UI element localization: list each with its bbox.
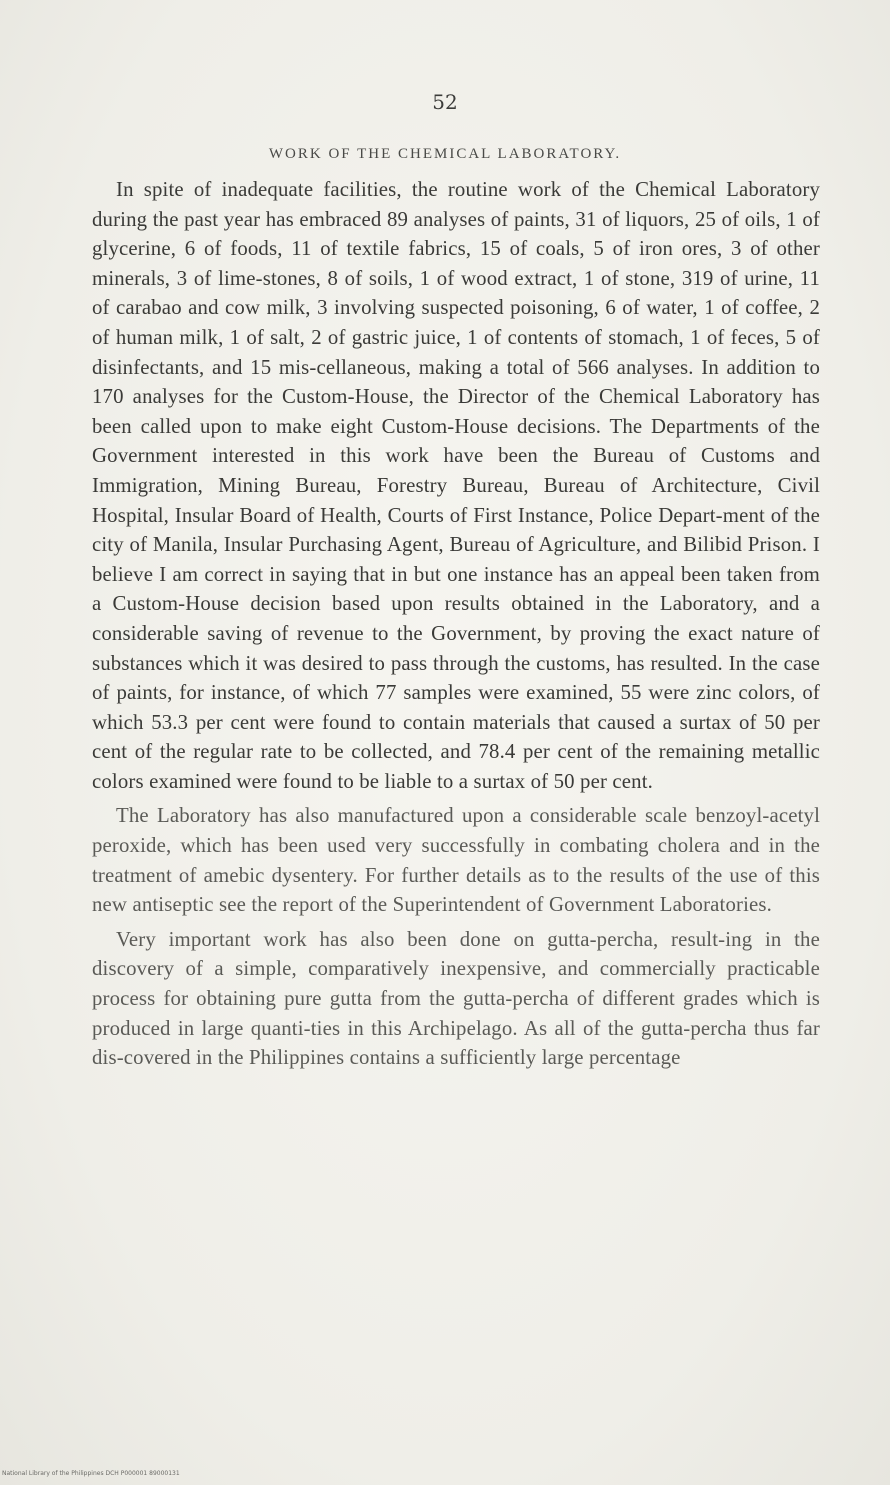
paragraph-1: In spite of inadequate facilities, the routine work of the Chemical Laboratory during the past year has embraced 89 analyses of paints, 31 of liquors, 25 of oils, 1 of glycerine, 6 of foods, 11 of textile fabrics, 15 of coals, 5 of iron ores, 3 of other minerals, 3 of lime-stones, 8 of soils, 1 of wood extract, 1 of stone, 319 of urine, 11 of carabao and cow milk, 3 involving suspected poisoning, 6 of water, 1 of coffee, 2 of human milk, 1 of salt, 2 of gastric juice, 1 of contents of stomach, 1 of feces, 5 of disinfectants, and 15 mis-cellaneous, making a total of 566 analyses. In addition to 170 analyses for the Custom-House, the Director of the Chemical Laboratory has been called upon to make eight Custom-House decisions. The Departments of the Government interested in this work have been the Bureau of Customs and Immigration, Mining Bureau, Forestry Bureau, Bureau of Architecture, Civil Hospital, Insular Board of Health, Courts of First Instance, Police Depart-ment of the city of Manila, Insular Purchasing Agent, Bureau of Agriculture, and Bilibid Prison. I believe I am correct in saying that in but one instance has an appeal been taken from a Custom-House decision based upon results obtained in the Laboratory, and a considerable saving of revenue to the Government, by proving the exact nature of substances which it was desired to pass through the customs, has resulted. In the case of paints, for instance, of which 77 samples were examined, 55 were zinc colors, of which 53.3 per cent were found to contain materials that caused a surtax of 50 per cent of the regular rate to be collected, and 78.4 per cent of the remaining metallic colors examined were found to be liable to a surtax of 50 per cent. bbox=[92, 178, 820, 793]
page-number: 52 bbox=[432, 90, 458, 114]
paragraph-3: Very important work has also been done on gutta-percha, result-ing in the discovery of a simple, comparatively inexpensive, and commercially practicable process for obtaining pure gutta from the gutta-percha of different grades which is produced in large quanti-ties in this Archipelago. As all of the gutta-percha thus far dis-covered in the Philippines contains a sufficiently large percentage bbox=[92, 927, 820, 1070]
paragraph-2: The Laboratory has also manufactured upon a considerable scale benzoyl-acetyl peroxide, which has been used very successfully in combating cholera and in the treatment of amebic dysentery. For further details as to the results of the use of this new antiseptic see the report of the Superintendent of Government Laboratories. bbox=[92, 804, 820, 917]
archive-footer-note: National Library of the Philippines DCH P000001 89000131 bbox=[2, 1470, 180, 1477]
section-heading: WORK OF THE CHEMICAL LABORATORY. bbox=[268, 146, 622, 162]
body-text bbox=[92, 175, 820, 1078]
